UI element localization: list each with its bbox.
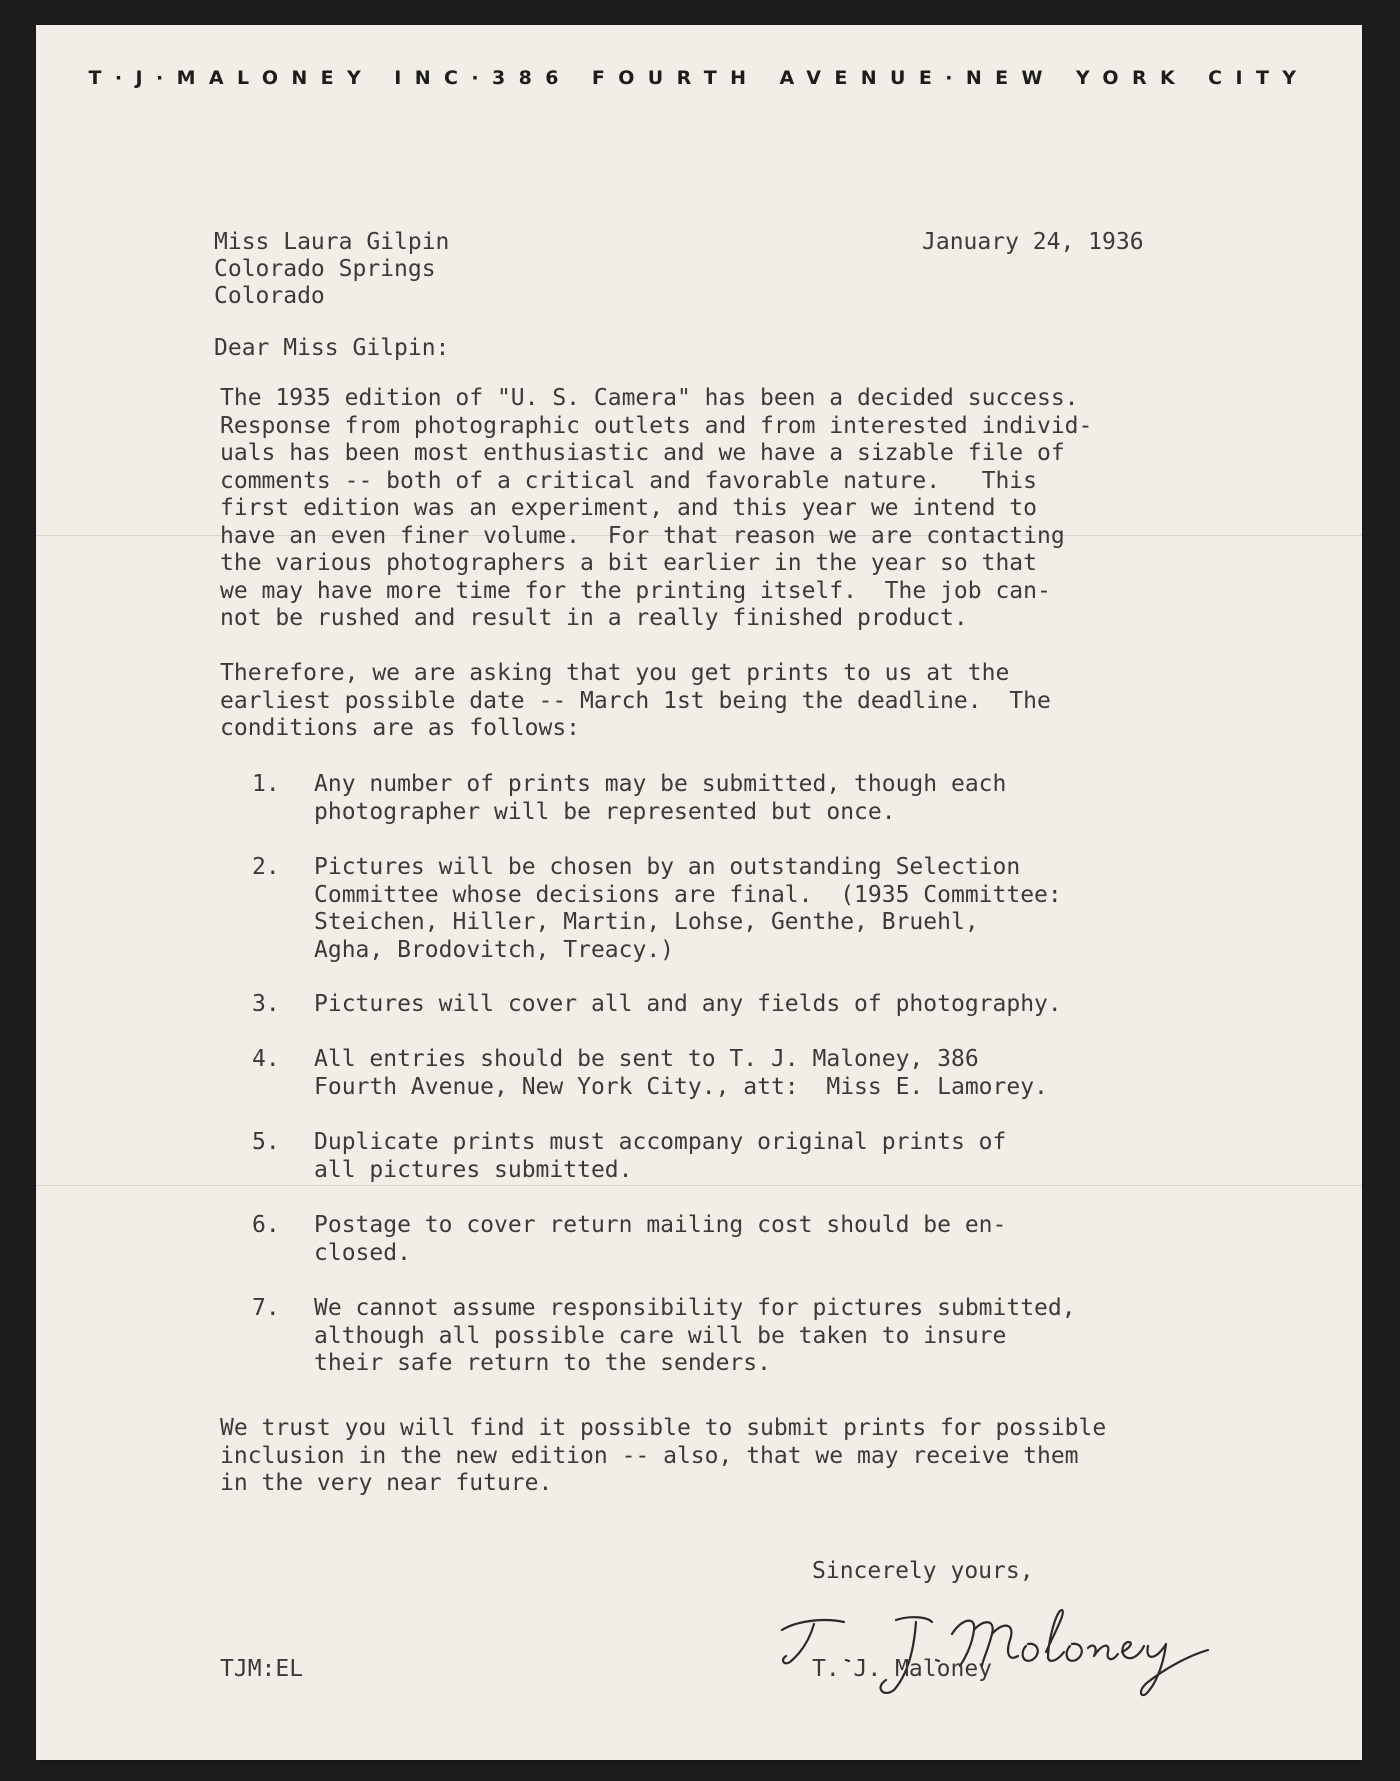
condition-text: Pictures will be chosen by an outstanding Selection Committee whose decisions are final. (1935 Committee: Steichen, Hiller, Martin, Lohse, Genthe, Bruehl, Agha, Brodovitch, Treacy.) — [314, 854, 1062, 963]
condition-number: 5. — [252, 1129, 280, 1155]
signer-name: T. J. Maloney — [812, 1656, 993, 1682]
condition-text: Pictures will cover all and any fields of photography. — [314, 991, 1062, 1017]
condition-number: 3. — [252, 991, 280, 1017]
letterhead: T·J·MALONEY INC·386 FOURTH AVENUE·NEW YORK CITY — [88, 67, 1310, 89]
condition-number: 1. — [252, 771, 280, 797]
letter-sheet — [36, 25, 1362, 1760]
sign-off: Sincerely yours, — [812, 1558, 1034, 1584]
handwritten-signature — [776, 1590, 1216, 1700]
letter-date: January 24, 1936 — [922, 229, 1144, 255]
condition-text: Any number of prints may be submitted, though each photographer will be represented but once. — [314, 771, 1007, 825]
body-paragraph-2: Therefore, we are asking that you get prints to us at the earliest possible date -- March 1st being the deadline. The conditions are as follows: — [220, 660, 1051, 741]
condition-text: Postage to cover return mailing cost should be en- closed. — [314, 1212, 1007, 1266]
condition-number: 7. — [252, 1295, 280, 1321]
condition-number: 2. — [252, 854, 280, 880]
reference-initials: TJM:EL — [220, 1656, 304, 1682]
condition-number: 6. — [252, 1212, 280, 1238]
fold-line-lower — [36, 1185, 1362, 1186]
body-paragraph-1: The 1935 edition of "U. S. Camera" has been a decided success. Response from photographic outlets and from interested individ- uals has been most enthusiastic and we have a sizable file of comments -- both of a critical and favorable nature. This first edition was an experiment, and this year we intend to have an even finer volume. For that reason we are contacting the various photographers a bit earlier in the year so that we may have more time for the printing itself. The job can- not be rushed and result in a really finished product. — [220, 385, 1093, 631]
condition-text: All entries should be sent to T. J. Maloney, 386 Fourth Avenue, New York City., att: Miss E. Lamorey. — [314, 1046, 1048, 1100]
condition-text: We cannot assume responsibility for pictures submitted, although all possible care will be taken to insure their safe return to the senders. — [314, 1295, 1076, 1376]
condition-text: Duplicate prints must accompany original prints of all pictures submitted. — [314, 1129, 1007, 1183]
recipient-address: Miss Laura Gilpin Colorado Springs Colorado — [214, 229, 450, 309]
condition-number: 4. — [252, 1046, 280, 1072]
closing-paragraph: We trust you will find it possible to submit prints for possible inclusion in the new edition -- also, that we may receive them in the very near future. — [220, 1415, 1107, 1496]
salutation: Dear Miss Gilpin: — [214, 335, 450, 361]
